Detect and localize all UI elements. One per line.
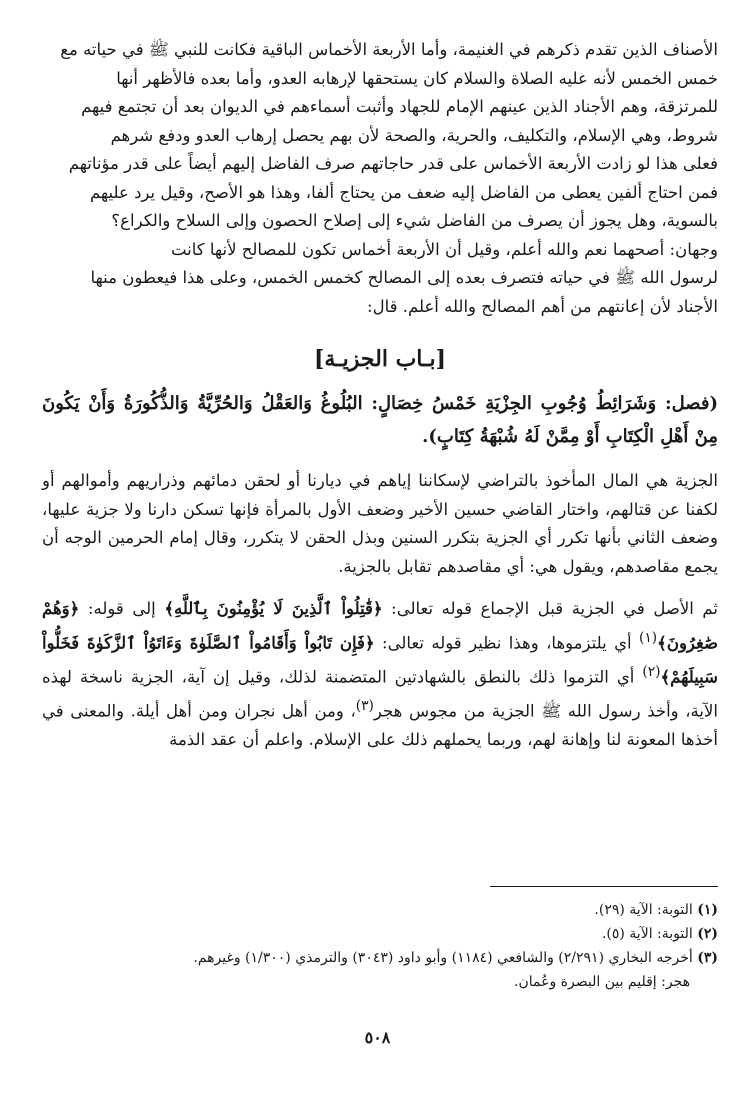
quran-verse: ﴿قَٰتِلُواْ ٱلَّذِينَ لَا يُؤْمِنُونَ بِٱللَّهِ﴾ xyxy=(164,599,383,618)
jizya-definition-paragraph: الجزية هي المال المأخوذ بالتراضي لإسكاننا إياهم في ديارنا أو لحقن دمائهم وذراريهم وأموالهم أو لكفنا عن قتالهم، واختار القاضي حسين الأخير وضعف الأول بالمرأة فإنها تسكن دارنا ولا جزية عليها، وضعف الثاني بأنها تكرر أي الجزية بتكرر السنين وبذل الحقن لا يتكرر، وقال إمام الحرمين الوجه أن يجمع مقاصدهم، ويقول هي: أي مقاصدهم تقابل بالجزية. xyxy=(42,471,718,576)
paragraph-text: أي التزموا ذلك بالنطق بالشهادتين المتضمنة لذلك، وقيل إن آية، الجزية ناسخة لهذه الآية، وأخذ رسول الله ﷺ الجزية من مجوس هجر xyxy=(42,667,718,720)
footnote-note: هجر: إقليم بين البصرة وعُمان. xyxy=(514,974,690,990)
paragraph-text: ، ومن أهل نجران ومن أهل أيلة. والمعنى في أخذها المعونة لنا وإهانة لهم، وربما يحملهم ذلك على الإسلام. واعلم أن عقد الذمة xyxy=(42,701,718,749)
paragraph-text: أي يلتزموها، وهذا نظير قوله تعالى: xyxy=(382,633,632,652)
intro-paragraph xyxy=(42,36,718,321)
intro-line: لرسول الله ﷺ في حياته فتصرف بعده إلى المصالح كخمس الخمس، وعلى هذا فيعطون منها xyxy=(90,268,718,287)
footnote-number: (٣) xyxy=(697,950,718,966)
footnote-divider xyxy=(490,886,718,887)
intro-line: الأصناف الذين تقدم ذكرهم في الغنيمة، وأما الأربعة الأخماس الباقية فكانت للنبي ﷺ في حياته مع xyxy=(60,40,718,59)
intro-line: وجهان: أصحهما نعم والله أعلم، وقيل أن الأربعة أخماس تكون للمصالح لأنها كانت xyxy=(170,239,718,259)
paragraph-text: ثم الأصل في الجزية قبل الإجماع قوله تعالى: xyxy=(391,599,718,618)
fasl-text: (فصل: وَشَرَائِطُ وُجُوبِ الجِزْيَةِ خَمْسُ خِصَالٍ: البُلُوغُ وَالعَقْلُ وَالحُرِّيَّةُ وَالذُّكُورَةُ وَأَنْ يَكُونَ مِنْ أَهْلِ الْكِتَابِ أَوْ مِمَّنْ لَهُ شُبْهَةُ كِتَابٍ). xyxy=(42,393,718,447)
intro-line: فعلى هذا لو زادت الأربعة الأخماس على قدر حاجاتهم صرف الفاضل إليهم أيضاً على قدر مؤناتهم xyxy=(68,154,718,173)
footnote-text: التوبة: الآية (٥). xyxy=(601,926,693,942)
quran-verse: ﴿فَإِن تَابُواْ وَأَقَامُواْ ٱلصَّلَوٰةَ وَءَاتَوُاْ ٱلزَّكَوٰةَ فَخَلُّواْ سَبِيلَهُمْ﴾ xyxy=(42,633,718,686)
footnote-item xyxy=(42,946,718,970)
footnote-ref[interactable]: (١) xyxy=(639,629,658,646)
paragraph-text: إلى قوله: xyxy=(87,599,156,618)
footnote-ref[interactable]: (٣) xyxy=(355,697,374,714)
footnote-text: أخرجه البخاري (٢/٢٩١) والشافعي (١١٨٤) وأبو داود (٣٠٤٣) والترمذي (١/٣٠٠) وغيرهم. xyxy=(193,950,693,966)
section-heading: [بـاب الجزيـة] xyxy=(314,346,446,372)
footnote-number: (١) xyxy=(697,902,718,918)
footnote-item xyxy=(42,922,718,946)
intro-line: الأجناد لأن إعانتهم من أهم المصالح والله أعلم. قال: xyxy=(367,296,718,316)
page-body xyxy=(42,36,718,754)
footnote-item xyxy=(42,898,718,922)
footnote-text: التوبة: الآية (٢٩). xyxy=(594,902,693,918)
intro-line: شروط، وهي الإسلام، والتكليف، والحرية، والصحة لأن بهم يحصل إرهاب العدو ودفع شرهم xyxy=(110,125,718,145)
footnote-ref[interactable]: (٢) xyxy=(642,663,661,680)
intro-line: للمرتزقة، وهم الأجناد الذين عينهم الإمام للجهاد وأثبت أسماءهم في الديوان بعد أن تجتمع فيهم xyxy=(81,97,718,116)
intro-line: خمس الخمس لأنه عليه الصلاة والسلام كان يستحقها لإرهابه العدو، وأما بعده فالأظهر أنها xyxy=(116,68,718,88)
footnotes xyxy=(42,898,718,994)
footnote-number: (٢) xyxy=(697,926,718,942)
quran-verse: ﴿وَهُمْ صَٰغِرُونَ﴾ xyxy=(42,599,718,652)
page-number: ٥٠٨ xyxy=(364,1028,391,1047)
intro-line: فمن احتاج ألفين يعطى من الفاضل إليه ضعف من يحتاج ألفا، وهذا هو الأصح، وقيل يرد عليهم xyxy=(89,182,718,202)
intro-line: بالسوية، وهل يجوز أن يصرف من الفاضل شيء إلى إصلاح الحصون وإلى السلاح والكراع؟ xyxy=(111,211,718,230)
jizya-origin-paragraph xyxy=(42,595,718,754)
